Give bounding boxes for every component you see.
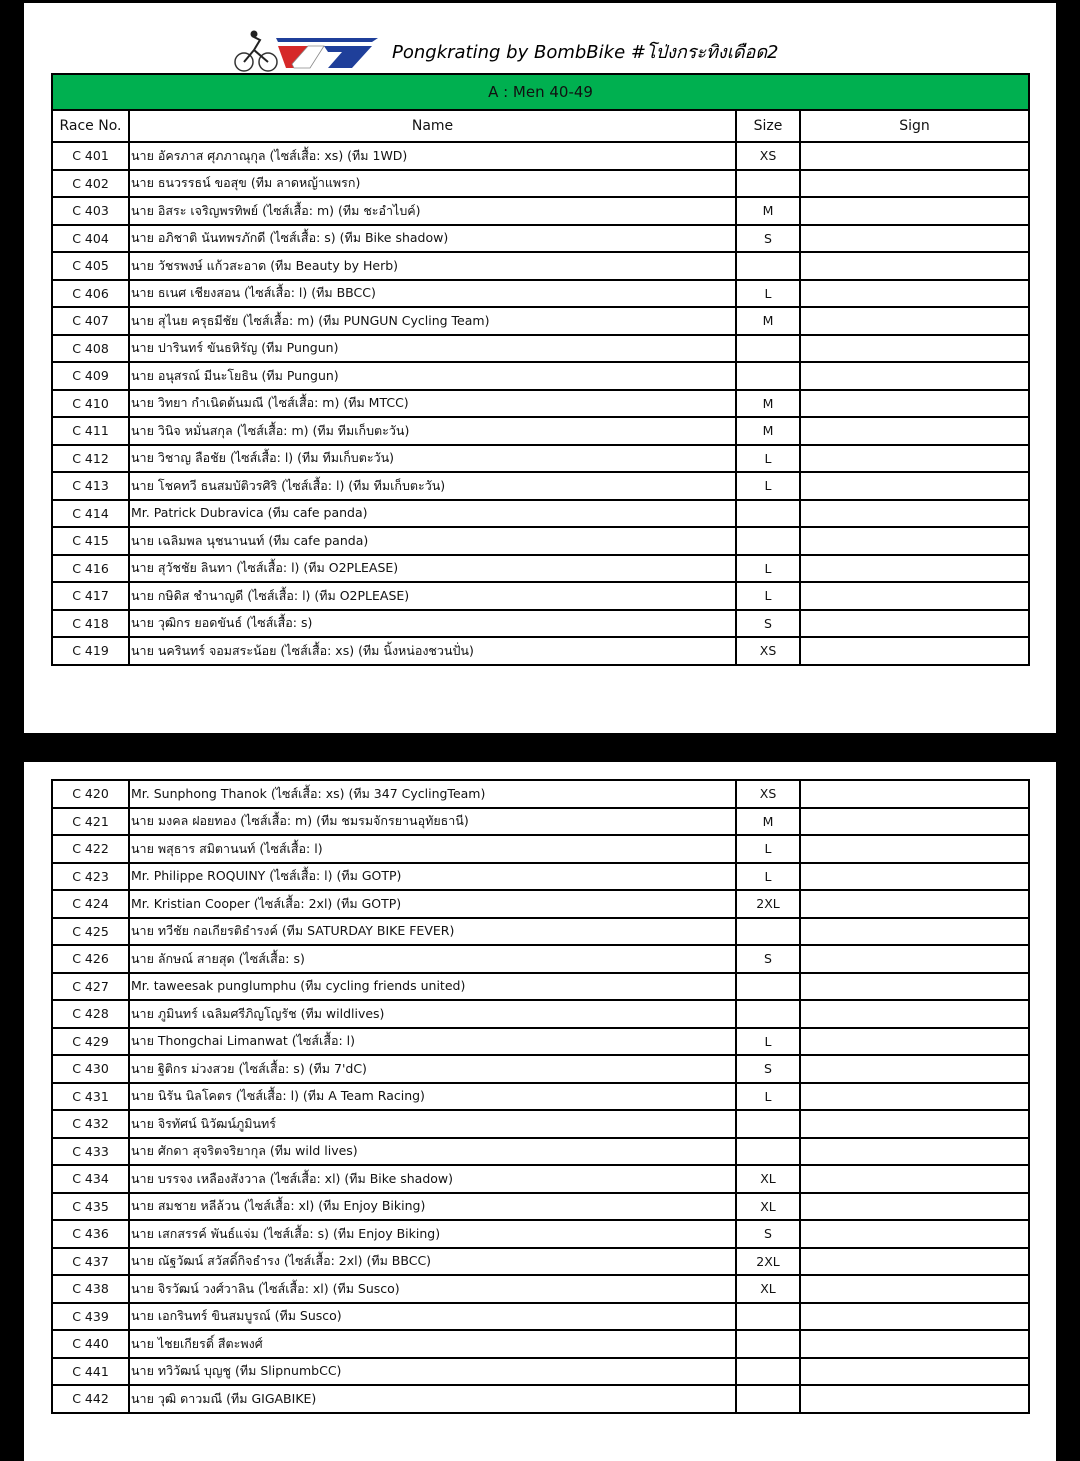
table-row	[52, 1138, 1029, 1166]
size-cell: M	[736, 417, 800, 445]
column-header-sign: Sign	[800, 110, 1029, 142]
size-cell: L	[736, 1083, 800, 1111]
sign-cell	[800, 610, 1029, 638]
participants-table-page1	[51, 73, 1030, 666]
sign-cell	[800, 472, 1029, 500]
sign-cell	[800, 335, 1029, 363]
name-cell: นาย ไชยเกียรติ์ สีตะพงศ์	[129, 1330, 736, 1358]
race-number-cell: C 436	[52, 1220, 129, 1248]
race-number-cell: C 435	[52, 1193, 129, 1221]
name-cell: นาย เอกรินทร์ ขินสมบูรณ์ (ทีม Susco)	[129, 1303, 736, 1331]
sign-cell	[800, 637, 1029, 665]
name-cell: นาย ทวีชัย กอเกียรติธำรงค์ (ทีม SATURDAY BIKE FEVER)	[129, 918, 736, 946]
document-header	[232, 28, 779, 74]
size-cell: XS	[736, 780, 800, 808]
table-row	[52, 1275, 1029, 1303]
size-cell: S	[736, 1055, 800, 1083]
table-row	[52, 197, 1029, 225]
race-number-cell: C 419	[52, 637, 129, 665]
race-number-cell: C 429	[52, 1028, 129, 1056]
name-cell: นาย พสุธาร สมิตานนท์ (ไซส์เสื้อ: l)	[129, 835, 736, 863]
size-cell	[736, 335, 800, 363]
name-cell: นาย ทวิวัฒน์ บุญชู (ทีม SlipnumbCC)	[129, 1358, 736, 1386]
table-row	[52, 225, 1029, 253]
name-cell: Mr. Sunphong Thanok (ไซส์เสื้อ: xs) (ทีม 347 CyclingTeam)	[129, 780, 736, 808]
size-cell	[736, 362, 800, 390]
name-cell: Mr. Patrick Dubravica (ทีม cafe panda)	[129, 500, 736, 528]
name-cell: นาย ฐิติกร ม่วงสวย (ไซส์เสื้อ: s) (ทีม 7'dC)	[129, 1055, 736, 1083]
table-row	[52, 945, 1029, 973]
sign-cell	[800, 252, 1029, 280]
name-cell: นาย ปารินทร์ ขันธหิรัญ (ทีม Pungun)	[129, 335, 736, 363]
table-row	[52, 973, 1029, 1001]
race-number-cell: C 404	[52, 225, 129, 253]
table-row	[52, 1303, 1029, 1331]
race-number-cell: C 423	[52, 863, 129, 891]
category-heading: A : Men 40-49	[52, 74, 1029, 110]
size-cell: S	[736, 610, 800, 638]
race-number-cell: C 441	[52, 1358, 129, 1386]
sign-cell	[800, 307, 1029, 335]
sign-cell	[800, 835, 1029, 863]
cyclist-logo-icon	[232, 28, 380, 74]
size-cell: L	[736, 472, 800, 500]
race-number-cell: C 427	[52, 973, 129, 1001]
table-row	[52, 890, 1029, 918]
name-cell: นาย อัครภาส ศุภภาณุกุล (ไซส์เสื้อ: xs) (ทีม 1WD)	[129, 142, 736, 170]
page-2	[24, 762, 1056, 1461]
size-cell	[736, 1385, 800, 1413]
sign-cell	[800, 780, 1029, 808]
name-cell: นาย วินิจ หมั่นสกุล (ไซส์เสื้อ: m) (ทีม ทีมเก็บตะวัน)	[129, 417, 736, 445]
sign-cell	[800, 1303, 1029, 1331]
column-header-name: Name	[129, 110, 736, 142]
name-cell: นาย วัชรพงษ์ แก้วสะอาด (ทีม Beauty by Herb)	[129, 252, 736, 280]
table-row	[52, 1248, 1029, 1276]
name-cell: นาย อิสระ เจริญพรทิพย์ (ไซส์เสื้อ: m) (ทีม ชะอำไบค์)	[129, 197, 736, 225]
size-cell: S	[736, 945, 800, 973]
race-number-cell: C 414	[52, 500, 129, 528]
race-number-cell: C 430	[52, 1055, 129, 1083]
size-cell: XL	[736, 1275, 800, 1303]
name-cell: นาย จิรทัศน์ นิวัฒน์ภูมินทร์	[129, 1110, 736, 1138]
name-cell: นาย เฉลิมพล นุชนานนท์ (ทีม cafe panda)	[129, 527, 736, 555]
race-number-cell: C 416	[52, 555, 129, 583]
table-row	[52, 835, 1029, 863]
name-cell: นาย อนุสรณ์ มีนะโยธิน (ทีม Pungun)	[129, 362, 736, 390]
size-cell: L	[736, 555, 800, 583]
table-row	[52, 1028, 1029, 1056]
race-number-cell: C 412	[52, 445, 129, 473]
table-row	[52, 863, 1029, 891]
column-header-size: Size	[736, 110, 800, 142]
size-cell	[736, 170, 800, 198]
table-row	[52, 417, 1029, 445]
race-number-cell: C 405	[52, 252, 129, 280]
race-number-cell: C 437	[52, 1248, 129, 1276]
table-row	[52, 1330, 1029, 1358]
table-row	[52, 445, 1029, 473]
sign-cell	[800, 280, 1029, 308]
table-row	[52, 1165, 1029, 1193]
sign-cell	[800, 918, 1029, 946]
size-cell: L	[736, 1028, 800, 1056]
size-cell	[736, 252, 800, 280]
size-cell: L	[736, 835, 800, 863]
participants-table-page2	[51, 779, 1030, 1414]
sign-cell	[800, 1220, 1029, 1248]
size-cell: XL	[736, 1165, 800, 1193]
table-row	[52, 500, 1029, 528]
sign-cell	[800, 1028, 1029, 1056]
race-number-cell: C 413	[52, 472, 129, 500]
race-number-cell: C 432	[52, 1110, 129, 1138]
name-cell: นาย ภูมินทร์ เฉลิมศรีภิญโญรัช (ทีม wildlives)	[129, 1000, 736, 1028]
table-row	[52, 808, 1029, 836]
name-cell: นาย เสกสรรค์ พันธ์แจ่ม (ไซส์เสื้อ: s) (ทีม Enjoy Biking)	[129, 1220, 736, 1248]
sign-cell	[800, 945, 1029, 973]
race-number-cell: C 438	[52, 1275, 129, 1303]
sign-cell	[800, 1138, 1029, 1166]
table-row	[52, 362, 1029, 390]
lrt-logo	[232, 28, 380, 74]
race-number-cell: C 402	[52, 170, 129, 198]
table-row	[52, 610, 1029, 638]
race-number-cell: C 407	[52, 307, 129, 335]
size-cell: S	[736, 225, 800, 253]
sign-cell	[800, 1193, 1029, 1221]
sign-cell	[800, 890, 1029, 918]
name-cell: Mr. Philippe ROQUINY (ไซส์เสื้อ: l) (ทีม GOTP)	[129, 863, 736, 891]
table-row	[52, 1055, 1029, 1083]
table-row	[52, 142, 1029, 170]
sign-cell	[800, 808, 1029, 836]
sign-cell	[800, 1330, 1029, 1358]
name-cell: นาย โชคทวี ธนสมบัติวรศิริ (ไซส์เสื้อ: l) (ทีม ทีมเก็บตะวัน)	[129, 472, 736, 500]
size-cell: M	[736, 808, 800, 836]
size-cell: XS	[736, 637, 800, 665]
name-cell: นาย สมชาย หลีล้วน (ไซส์เสื้อ: xl) (ทีม Enjoy Biking)	[129, 1193, 736, 1221]
table-row	[52, 582, 1029, 610]
size-cell: 2XL	[736, 890, 800, 918]
name-cell: นาย กษิดิส ชำนาญดี (ไซส์เสื้อ: l) (ทีม O2PLEASE)	[129, 582, 736, 610]
race-number-cell: C 442	[52, 1385, 129, 1413]
size-cell	[736, 527, 800, 555]
table-row	[52, 555, 1029, 583]
table-row	[52, 252, 1029, 280]
race-number-cell: C 411	[52, 417, 129, 445]
name-cell: Mr. Kristian Cooper (ไซส์เสื้อ: 2xl) (ทีม GOTP)	[129, 890, 736, 918]
size-cell	[736, 1303, 800, 1331]
race-number-cell: C 433	[52, 1138, 129, 1166]
sign-cell	[800, 142, 1029, 170]
size-cell: M	[736, 307, 800, 335]
table-row	[52, 918, 1029, 946]
size-cell: L	[736, 280, 800, 308]
table-row	[52, 1110, 1029, 1138]
name-cell: นาย ศักดา สุจริตจริยากุล (ทีม wild lives)	[129, 1138, 736, 1166]
race-number-cell: C 428	[52, 1000, 129, 1028]
race-number-cell: C 439	[52, 1303, 129, 1331]
sign-cell	[800, 527, 1029, 555]
size-cell: XL	[736, 1193, 800, 1221]
name-cell: นาย วุฒิ ดาวมณี (ทีม GIGABIKE)	[129, 1385, 736, 1413]
size-cell	[736, 973, 800, 1001]
size-cell: XS	[736, 142, 800, 170]
size-cell	[736, 1110, 800, 1138]
size-cell: 2XL	[736, 1248, 800, 1276]
size-cell	[736, 918, 800, 946]
size-cell	[736, 1330, 800, 1358]
name-cell: Mr. taweesak punglumphu (ทีม cycling friends united)	[129, 973, 736, 1001]
table-row	[52, 527, 1029, 555]
sign-cell	[800, 582, 1029, 610]
sign-cell	[800, 1000, 1029, 1028]
table-row	[52, 280, 1029, 308]
sign-cell	[800, 1358, 1029, 1386]
table-row	[52, 1358, 1029, 1386]
sign-cell	[800, 1165, 1029, 1193]
race-number-cell: C 425	[52, 918, 129, 946]
page-1	[24, 3, 1056, 733]
sign-cell	[800, 1275, 1029, 1303]
name-cell: นาย นครินทร์ จอมสระน้อย (ไซส์เสื้อ: xs) (ทีม นิ้งหน่องชวนปั่น)	[129, 637, 736, 665]
size-cell: M	[736, 390, 800, 418]
event-title: Pongkrating by BombBike #โป่งกระทิงเดือด2	[392, 41, 779, 63]
race-number-cell: C 417	[52, 582, 129, 610]
table-row	[52, 170, 1029, 198]
race-number-cell: C 440	[52, 1330, 129, 1358]
race-number-cell: C 431	[52, 1083, 129, 1111]
race-number-cell: C 406	[52, 280, 129, 308]
table-row	[52, 1385, 1029, 1413]
sign-cell	[800, 973, 1029, 1001]
race-number-cell: C 424	[52, 890, 129, 918]
name-cell: นาย อภิชาติ นันทพรภักดี (ไซส์เสื้อ: s) (ทีม Bike shadow)	[129, 225, 736, 253]
race-number-cell: C 410	[52, 390, 129, 418]
size-cell: L	[736, 863, 800, 891]
name-cell: นาย วุฒิกร ยอดขันธ์ (ไซส์เสื้อ: s)	[129, 610, 736, 638]
size-cell: M	[736, 197, 800, 225]
name-cell: นาย มงคล ฝอยทอง (ไซส์เสื้อ: m) (ทีม ชมรมจักรยานอุทัยธานี)	[129, 808, 736, 836]
name-cell: นาย ณัฐวัฒน์ สวัสดิ์กิจธำรง (ไซส์เสื้อ: 2xl) (ทีม BBCC)	[129, 1248, 736, 1276]
name-cell: นาย บรรจง เหลืองสังวาล (ไซส์เสื้อ: xl) (ทีม Bike shadow)	[129, 1165, 736, 1193]
name-cell: นาย วิชาญ ลือชัย (ไซส์เสื้อ: l) (ทีม ทีมเก็บตะวัน)	[129, 445, 736, 473]
race-number-cell: C 415	[52, 527, 129, 555]
name-cell: นาย สุวัชชัย ลินทา (ไซส์เสื้อ: l) (ทีม O2PLEASE)	[129, 555, 736, 583]
column-header-race-no: Race No.	[52, 110, 129, 142]
sign-cell	[800, 390, 1029, 418]
sign-cell	[800, 170, 1029, 198]
sign-cell	[800, 555, 1029, 583]
table-row	[52, 1193, 1029, 1221]
table-row	[52, 1083, 1029, 1111]
name-cell: นาย Thongchai Limanwat (ไซส์เสื้อ: l)	[129, 1028, 736, 1056]
table-row	[52, 1000, 1029, 1028]
size-cell	[736, 1138, 800, 1166]
race-number-cell: C 422	[52, 835, 129, 863]
size-cell: L	[736, 445, 800, 473]
name-cell: นาย นิรัน นิลโคตร (ไซส์เสื้อ: l) (ทีม A Team Racing)	[129, 1083, 736, 1111]
size-cell	[736, 1358, 800, 1386]
sign-cell	[800, 863, 1029, 891]
table-row	[52, 472, 1029, 500]
race-number-cell: C 418	[52, 610, 129, 638]
sign-cell	[800, 417, 1029, 445]
race-number-cell: C 401	[52, 142, 129, 170]
race-number-cell: C 421	[52, 808, 129, 836]
table-row	[52, 1220, 1029, 1248]
name-cell: นาย สุไนย ครุธมีชัย (ไซส์เสื้อ: m) (ทีม PUNGUN Cycling Team)	[129, 307, 736, 335]
race-number-cell: C 420	[52, 780, 129, 808]
race-number-cell: C 403	[52, 197, 129, 225]
size-cell: L	[736, 582, 800, 610]
race-number-cell: C 409	[52, 362, 129, 390]
sign-cell	[800, 225, 1029, 253]
name-cell: นาย ลักษณ์ สายสุด (ไซส์เสื้อ: s)	[129, 945, 736, 973]
sign-cell	[800, 445, 1029, 473]
sign-cell	[800, 500, 1029, 528]
table-row	[52, 637, 1029, 665]
name-cell: นาย ธนวรรธน์ ขอสุข (ทีม ลาดหญ้าแพรก)	[129, 170, 736, 198]
name-cell: นาย วิทยา กำเนิดต้นมณี (ไซส์เสื้อ: m) (ทีม MTCC)	[129, 390, 736, 418]
table-row	[52, 307, 1029, 335]
size-cell	[736, 1000, 800, 1028]
sign-cell	[800, 1110, 1029, 1138]
size-cell	[736, 500, 800, 528]
race-number-cell: C 434	[52, 1165, 129, 1193]
sign-cell	[800, 1083, 1029, 1111]
sign-cell	[800, 1385, 1029, 1413]
table-row	[52, 780, 1029, 808]
name-cell: นาย ธเนศ เชียงสอน (ไซส์เสื้อ: l) (ทีม BBCC)	[129, 280, 736, 308]
sign-cell	[800, 362, 1029, 390]
race-number-cell: C 426	[52, 945, 129, 973]
race-number-cell: C 408	[52, 335, 129, 363]
table-row	[52, 335, 1029, 363]
name-cell: นาย จิรวัฒน์ วงศ์วาลิน (ไซส์เสื้อ: xl) (ทีม Susco)	[129, 1275, 736, 1303]
table-row	[52, 390, 1029, 418]
size-cell: S	[736, 1220, 800, 1248]
sign-cell	[800, 197, 1029, 225]
sign-cell	[800, 1248, 1029, 1276]
sign-cell	[800, 1055, 1029, 1083]
